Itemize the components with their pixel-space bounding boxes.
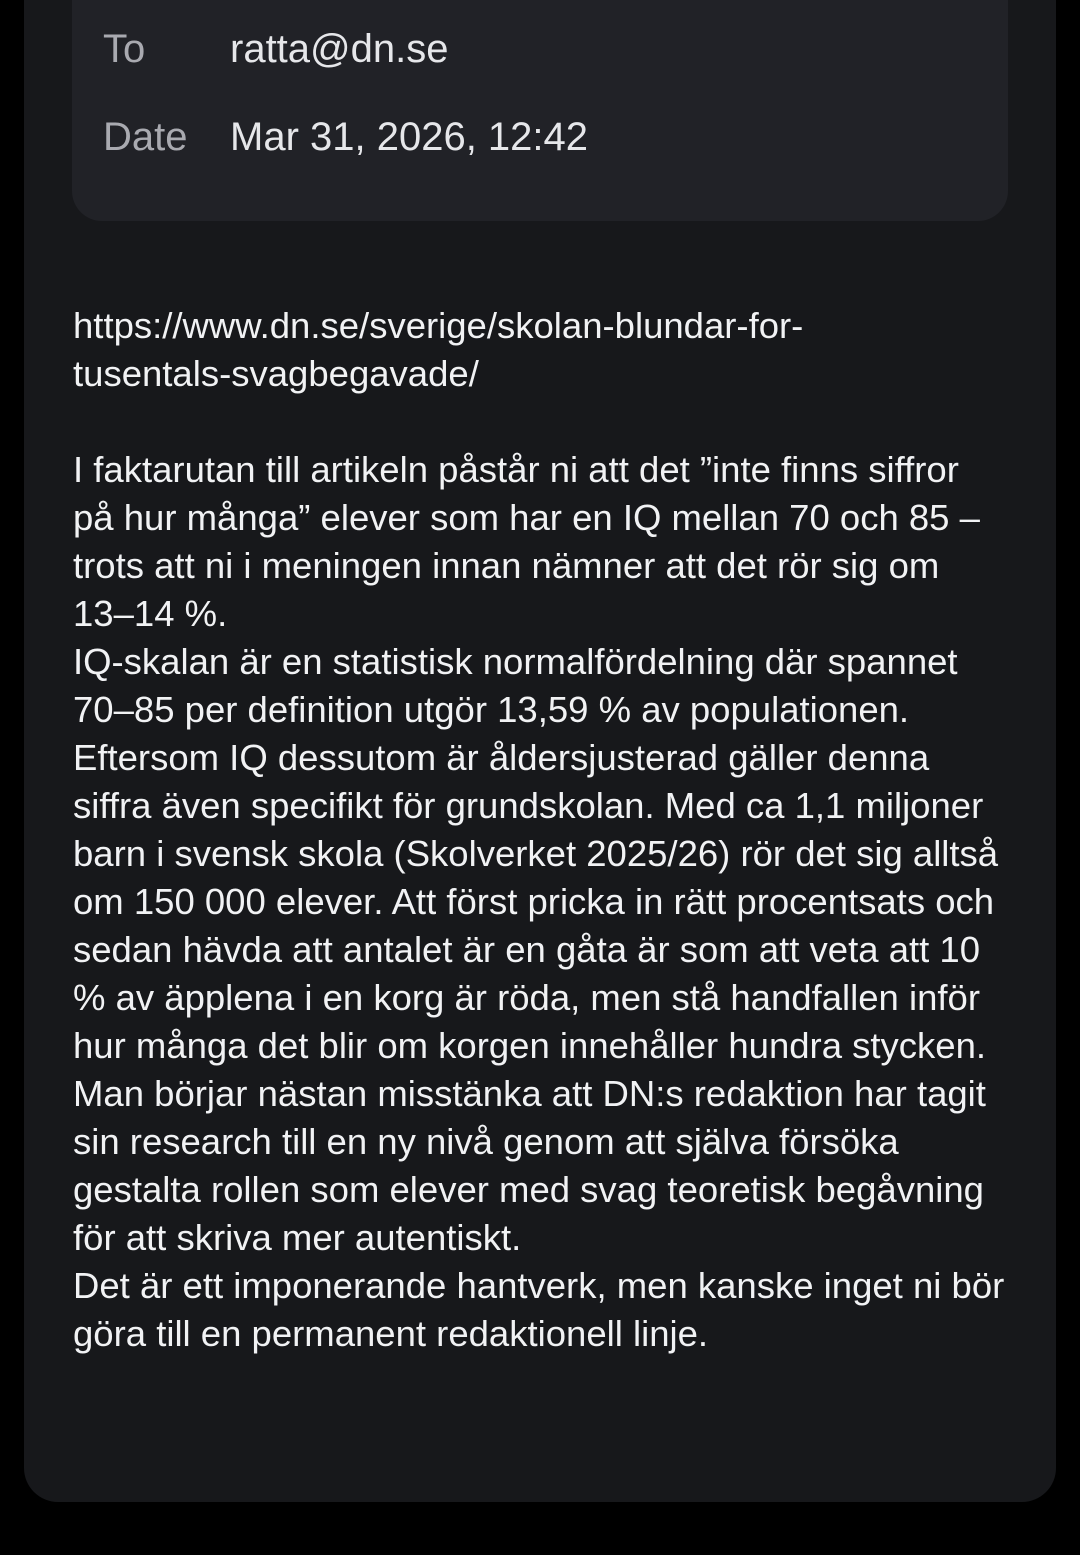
- message-paragraph-3: Man börjar nästan misstänka att DN:s redaktion har tagit sin research till en ny nivå genom att själva försöka gestalta rollen som elever med svag teoretisk begåvning för att skriva mer autentiskt.: [73, 1073, 986, 1258]
- message-paragraph-2: IQ-skalan är en statistisk normalfördelning där spannet 70–85 per definition utgör 13,59 % av populationen. Eftersom IQ dessutom är åldersjusterad gäller denna siffra även specifikt för grundskolan. Med ca 1,1 miljoner barn i svensk skola (Skolverket 2025/26) rör det sig alltså om 150 000 elever. Att först pricka in rätt procentsats och sedan hävda att antalet är en gåta är som att veta att 10 % av äpplena i en korg är röda, men stå handfallen inför hur många det blir om korgen innehåller hundra stycken.: [73, 641, 999, 1066]
- to-label: To: [103, 27, 146, 71]
- message-details-box: [72, 0, 1008, 221]
- date-value: Mar 31, 2026, 12:42: [230, 115, 589, 159]
- message-body: [73, 302, 1008, 1358]
- message-paragraph-4: Det är ett imponerande hantverk, men kanske inget ni bör göra till en permanent redaktionell linje.: [73, 1265, 1005, 1354]
- message-paragraph-1: I faktarutan till artikeln påstår ni att det ”inte finns siffror på hur många” elever som har en IQ mellan 70 och 85 – trots att ni i meningen innan nämner att det rör sig om 13–14 %.: [73, 449, 980, 634]
- article-link[interactable]: [73, 302, 1008, 398]
- recipient-email[interactable]: ratta@dn.se: [230, 27, 449, 71]
- article-link-part-2[interactable]: tusentals-svagbegavade/: [73, 353, 479, 394]
- date-label: Date: [103, 115, 188, 159]
- article-link-part-1[interactable]: https://www.dn.se/sverige/skolan-blundar-for-: [73, 305, 804, 346]
